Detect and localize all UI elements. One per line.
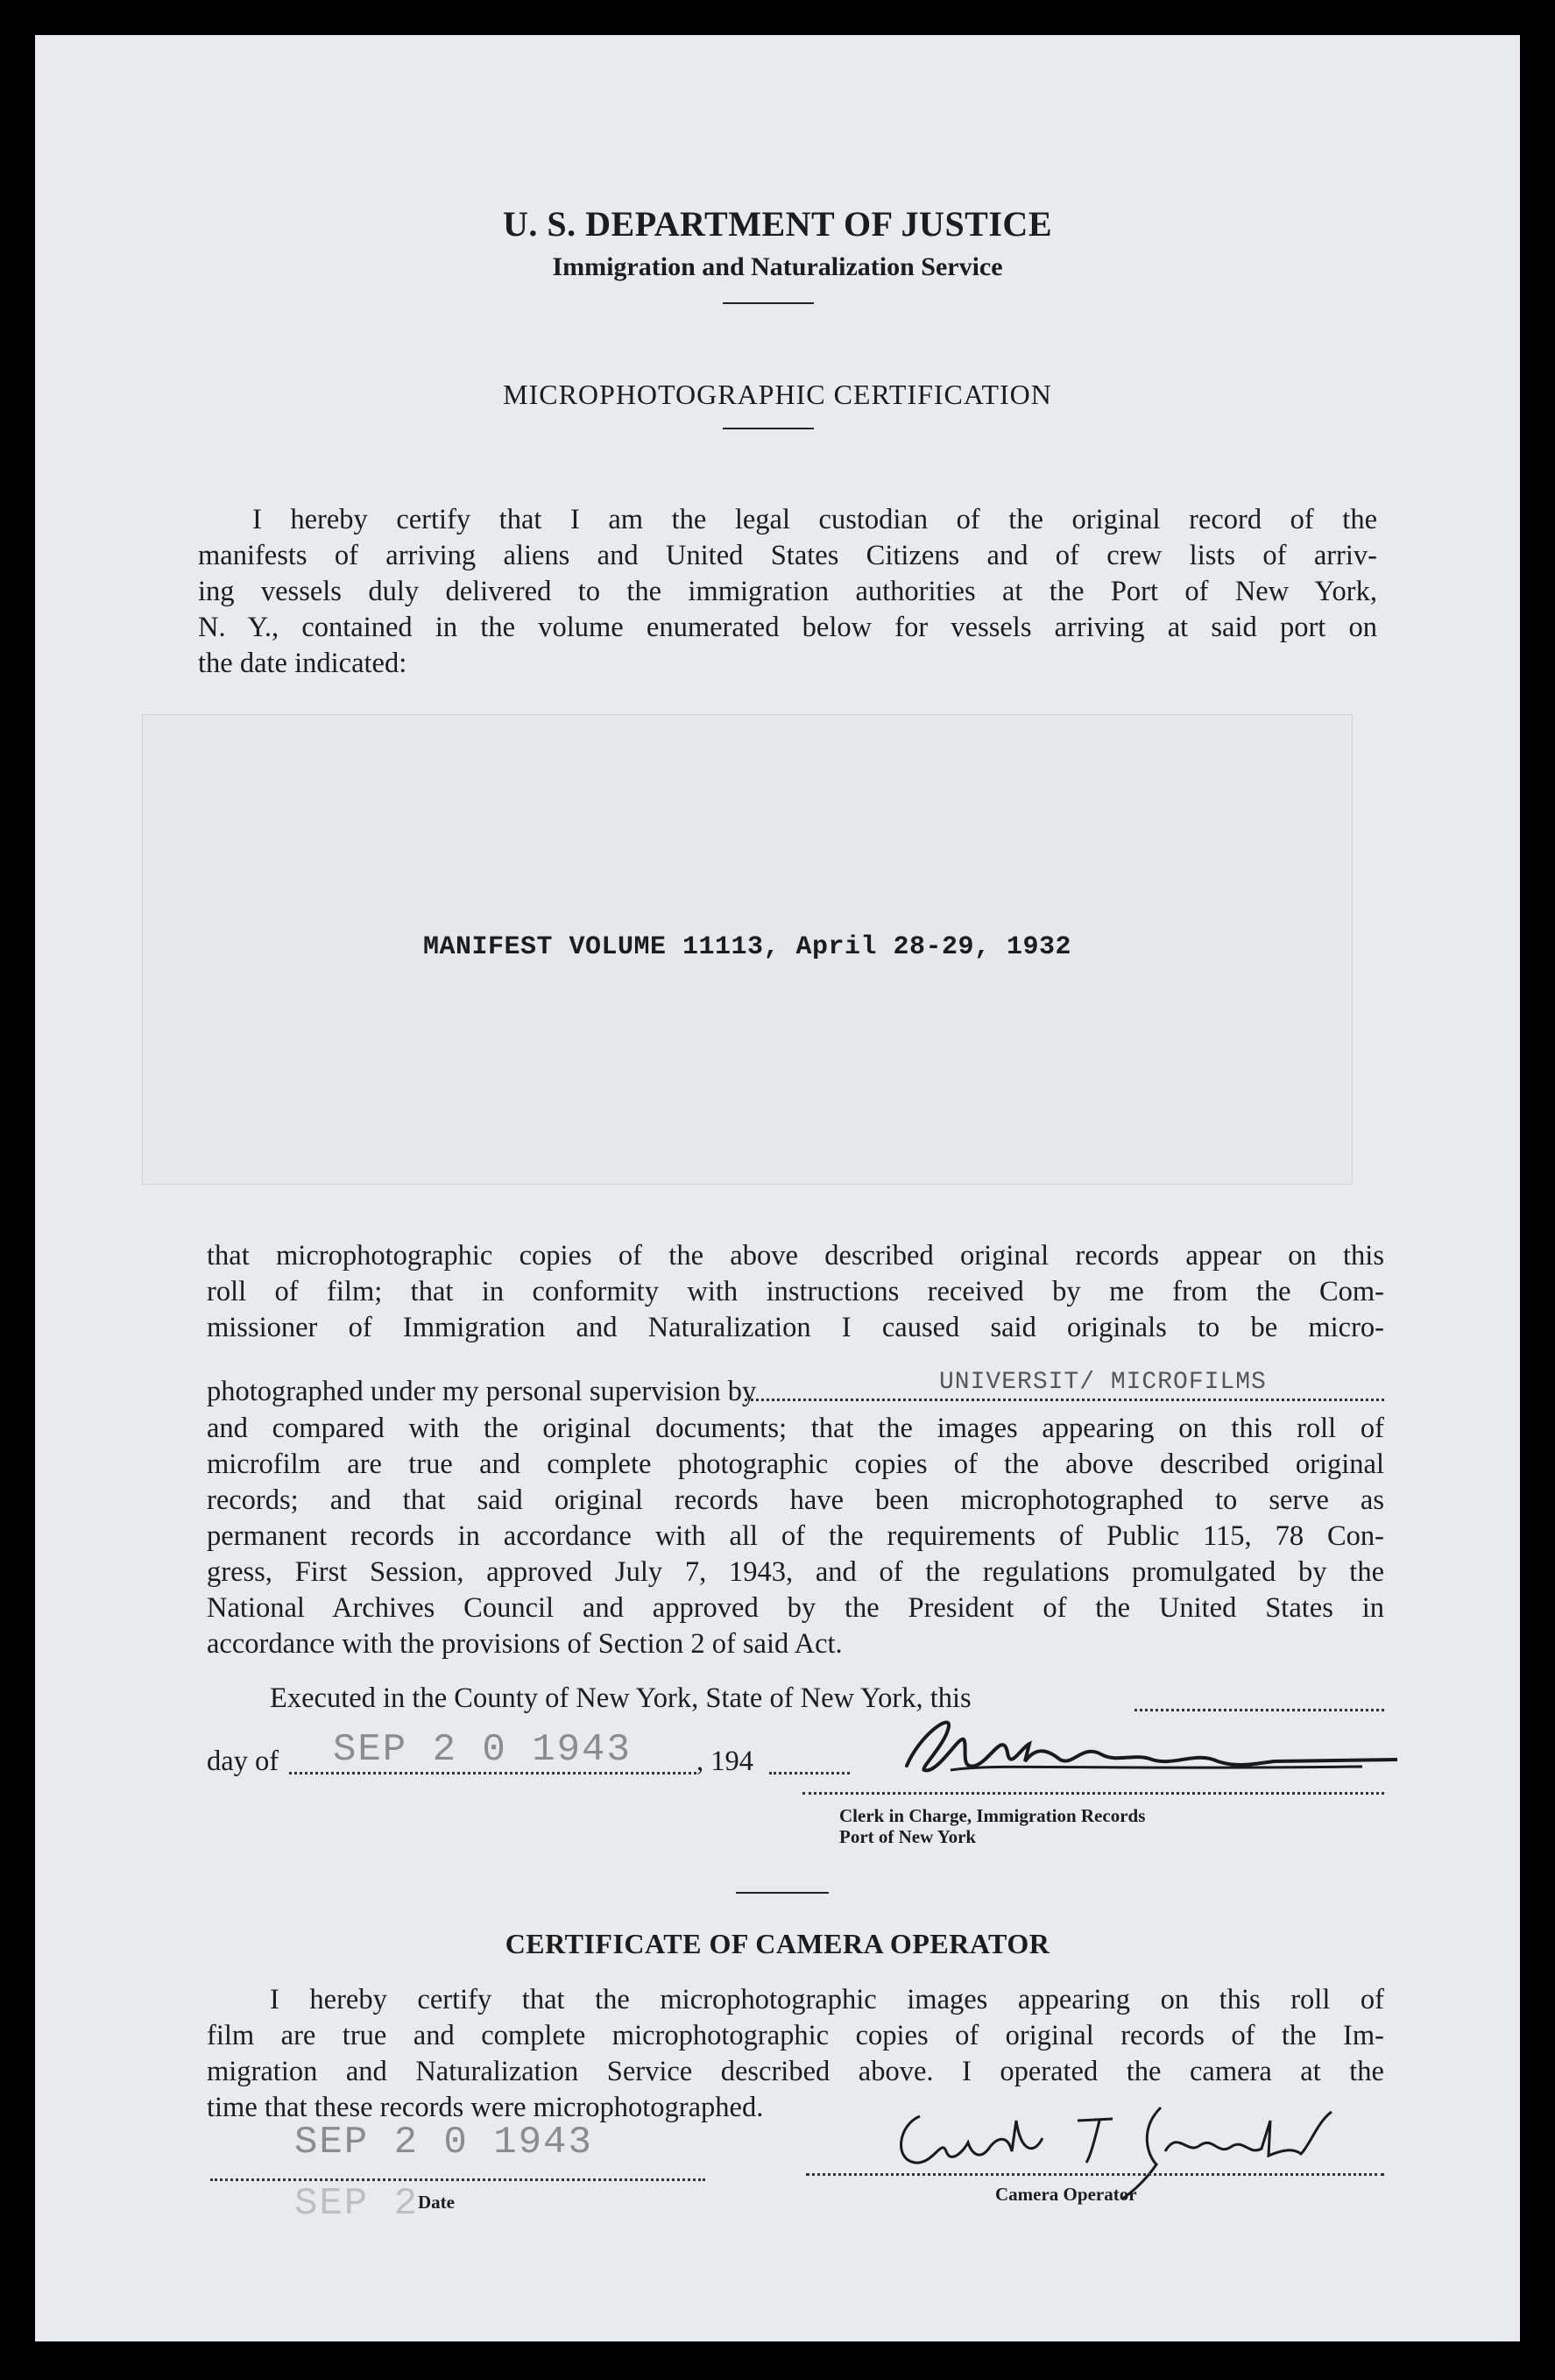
camera-operator-line (806, 2173, 1384, 2176)
supervision-line (207, 1376, 756, 1408)
department-heading: U. S. DEPARTMENT OF JUSTICE (503, 204, 1052, 244)
paragraph-line: time that these records were microphotographed. (207, 2092, 764, 2123)
paragraph-line: ing vessels duly delivered to the immigration authorities at the Port of New York, (198, 576, 1377, 607)
service-subheading: Immigration and Naturalization Service (552, 252, 1003, 281)
camera-operator-signature (859, 2068, 1384, 2199)
supervisor-stamp: UNIVERSIT/ MICROFILMS (939, 1369, 1267, 1396)
paragraph-line: that microphotographic copies of the above described original records appear on this (207, 1240, 1384, 1271)
paragraph-line: microfilm are true and complete photographic copies of the above described original (207, 1449, 1384, 1480)
year-field (769, 1772, 850, 1774)
paragraph-line: film are true and complete microphotographic copies of original records of the Im- (207, 2020, 1384, 2051)
paragraph-line: the date indicated: (198, 648, 407, 679)
paragraph-line: permanent records in accordance with all of the requirements of Public 115, 78 Con- (207, 1520, 1384, 1552)
intro-paragraph (198, 502, 1377, 682)
year-label: , 194 (696, 1746, 753, 1777)
paragraph-line: and compared with the original documents; that the images appearing on this roll of (207, 1413, 1384, 1444)
paragraph-line: N. Y., contained in the volume enumerated below for vessels arriving at said port on (198, 612, 1377, 643)
executed-date-stamp: SEP 2 0 1943 (333, 1728, 632, 1772)
paragraph-line: I hereby certify that I am the legal custodian of the original record of the (252, 504, 1377, 535)
divider (723, 428, 814, 429)
manifest-volume-text: MANIFEST VOLUME 11113, April 28-29, 1932 (422, 932, 1072, 962)
clerk-signature (872, 1682, 1397, 1805)
clerk-title-block (839, 1805, 1145, 1847)
paragraph-line: National Archives Council and approved by the President of the United States in (207, 1592, 1384, 1624)
clerk-port: Port of New York (839, 1826, 977, 1847)
paragraph-line: missioner of Immigration and Naturalization I caused said originals to be micro- (207, 1312, 1384, 1343)
body-paragraph (207, 1238, 1384, 1346)
supervision-label: photographed under my personal supervision by (207, 1376, 757, 1407)
paragraph-line: accordance with the provisions of Section 2 of said Act. (207, 1628, 843, 1660)
clerk-title: Clerk in Charge, Immigration Records (839, 1805, 1146, 1826)
paragraph-line: records; and that said original records have been microphotographed to serve as (207, 1484, 1384, 1516)
supervisor-field-line (745, 1399, 1384, 1401)
camera-date-line (210, 2178, 705, 2181)
camera-certificate-title: CERTIFICATE OF CAMERA OPERATOR (505, 1928, 1050, 1959)
executed-text: Executed in the County of New York, State of New York, this (270, 1682, 972, 1714)
paragraph-line: roll of film; that in conformity with instructions received by me from the Com- (207, 1276, 1384, 1307)
paragraph-line: manifests of arriving aliens and United States Citizens and of crew lists of arriv- (198, 540, 1377, 571)
camera-date-stamp-faded: SEP 2 (294, 2182, 420, 2226)
day-of-field (289, 1772, 696, 1774)
divider (723, 302, 814, 304)
body-paragraph-continued (207, 1411, 1384, 1662)
day-of-label: day of (207, 1746, 279, 1777)
executed-line (270, 1682, 972, 1715)
camera-date-label: Date (418, 2192, 455, 2213)
clerk-signature-line (802, 1792, 1384, 1795)
divider (736, 1892, 829, 1894)
paragraph-line: I hereby certify that the microphotographic images appearing on this roll of (270, 1984, 1384, 2015)
camera-date-stamp: SEP 2 0 1943 (294, 2121, 593, 2164)
camera-operator-label: Camera Operator (995, 2184, 1137, 2205)
manifest-volume-box (142, 714, 1353, 1185)
certificate-page (35, 35, 1520, 2341)
paragraph-line: migration and Naturalization Service described above. I operated the camera at the (207, 2056, 1384, 2087)
paragraph-line: gress, First Session, approved July 7, 1943, and of the regulations promulgated by the (207, 1556, 1384, 1588)
form-title: MICROPHOTOGRAPHIC CERTIFICATION (503, 379, 1052, 410)
